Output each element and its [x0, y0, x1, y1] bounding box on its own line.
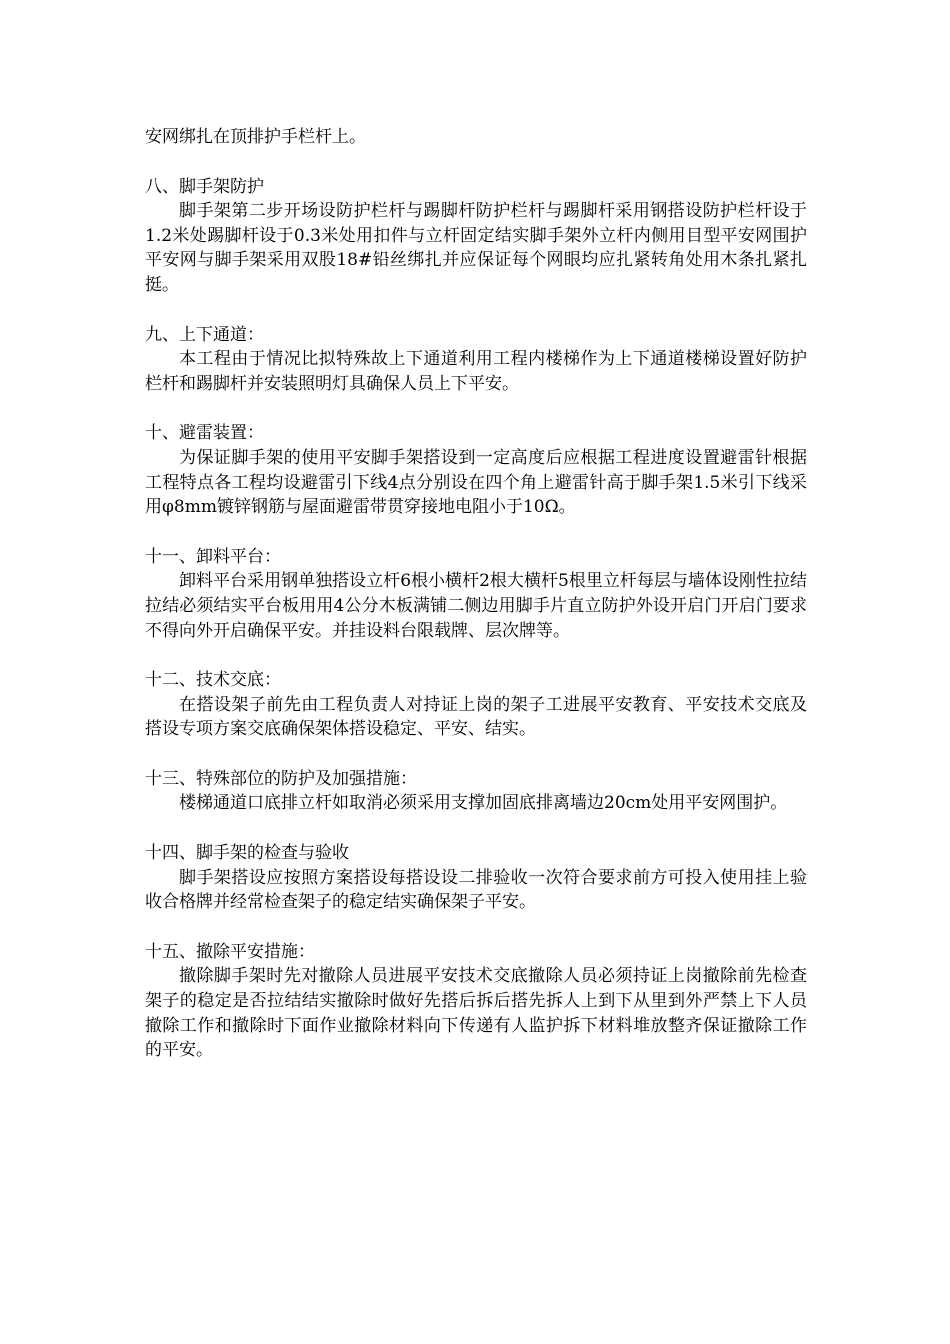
section-body: 脚手架第二步开场设防护栏杆与踢脚杆防护栏杆与踢脚杆采用钢搭设防护栏杆设于1.2米处踢脚杆设于0.3米处用扣件与立杆固定结实脚手架外立杆内侧用目型平安网围护平安网与脚手架采用双股18#铅丝绑扎并应保证每个网眼均应扎紧转角处用木条扎紧扎挺。	[145, 201, 807, 295]
section-body: 卸料平台采用钢单独搭设立杆6根小横杆2根大横杆5根里立杆每层与墙体设刚性拉结拉结必须结实平台板用用4公分木板满铺二侧边用脚手片直立防护外设开启门开启门要求不得向外开启确保平安。并挂设料台限载牌、层次牌等。	[145, 571, 807, 641]
section-heading: 十五、撤除平安措施：	[145, 941, 315, 962]
section-14	[145, 841, 807, 915]
section-heading: 十三、特殊部位的防护及加强措施：	[145, 768, 417, 789]
section-13	[145, 767, 807, 816]
section-heading: 十二、技术交底：	[145, 670, 281, 691]
section-heading: 八、脚手架防护	[145, 176, 264, 197]
section-heading: 十一、卸料平台：	[145, 546, 281, 567]
section-body: 在搭设架子前先由工程负责人对持证上岗的架子工进展平安教育、平安技术交底及搭设专项方案交底确保架体搭设稳定、平安、结实。	[145, 694, 807, 740]
section-body: 为保证脚手架的使用平安脚手架搭设到一定高度后应根据工程进度设置避雷针根据工程特点各工程均设避雷引下线4点分别设在四个角上避雷针高于脚手架1.5米引下线采用φ8mm镀锌钢筋与屋面避雷带贯穿接地电阻小于10Ω。	[145, 447, 807, 518]
section-11	[145, 545, 807, 643]
document-page	[145, 125, 807, 1063]
section-body: 楼梯通道口底排立杆如取消必须采用支撑加固底排离墙边20cm处用平安网围护。	[179, 793, 788, 814]
section-9	[145, 323, 807, 397]
section-body: 脚手架搭设应按照方案搭设每搭设设二排验收一次符合要求前方可投入使用挂上验收合格牌并经常检查架子的稳定结实确保架子平安。	[145, 867, 807, 913]
section-heading: 十四、脚手架的检查与验收	[145, 843, 349, 864]
section-10	[145, 421, 807, 519]
section-body: 撤除脚手架时先对撤除人员进展平安技术交底撤除人员必须持证上岗撤除前先检查架子的稳定是否拉结结实撤除时做好先搭后拆后搭先拆人上到下从里到外严禁上下人员撤除工作和撤除时下面作业撤除材料向下传递有人监护拆下材料堆放整齐保证撤除工作的平安。	[145, 966, 807, 1061]
section-body: 本工程由于情况比拟特殊故上下通道利用工程内楼梯作为上下通道楼梯设置好防护栏杆和踢脚杆并安装照明灯具确保人员上下平安。	[145, 349, 807, 394]
intro-paragraph: 安网绑扎在顶排护手栏杆上。	[145, 127, 366, 147]
section-8	[145, 175, 807, 298]
section-heading: 十、避雷装置：	[145, 423, 264, 444]
intro-block	[145, 125, 807, 150]
section-15	[145, 940, 807, 1063]
section-heading: 九、上下通道：	[145, 324, 264, 345]
section-12	[145, 668, 807, 742]
